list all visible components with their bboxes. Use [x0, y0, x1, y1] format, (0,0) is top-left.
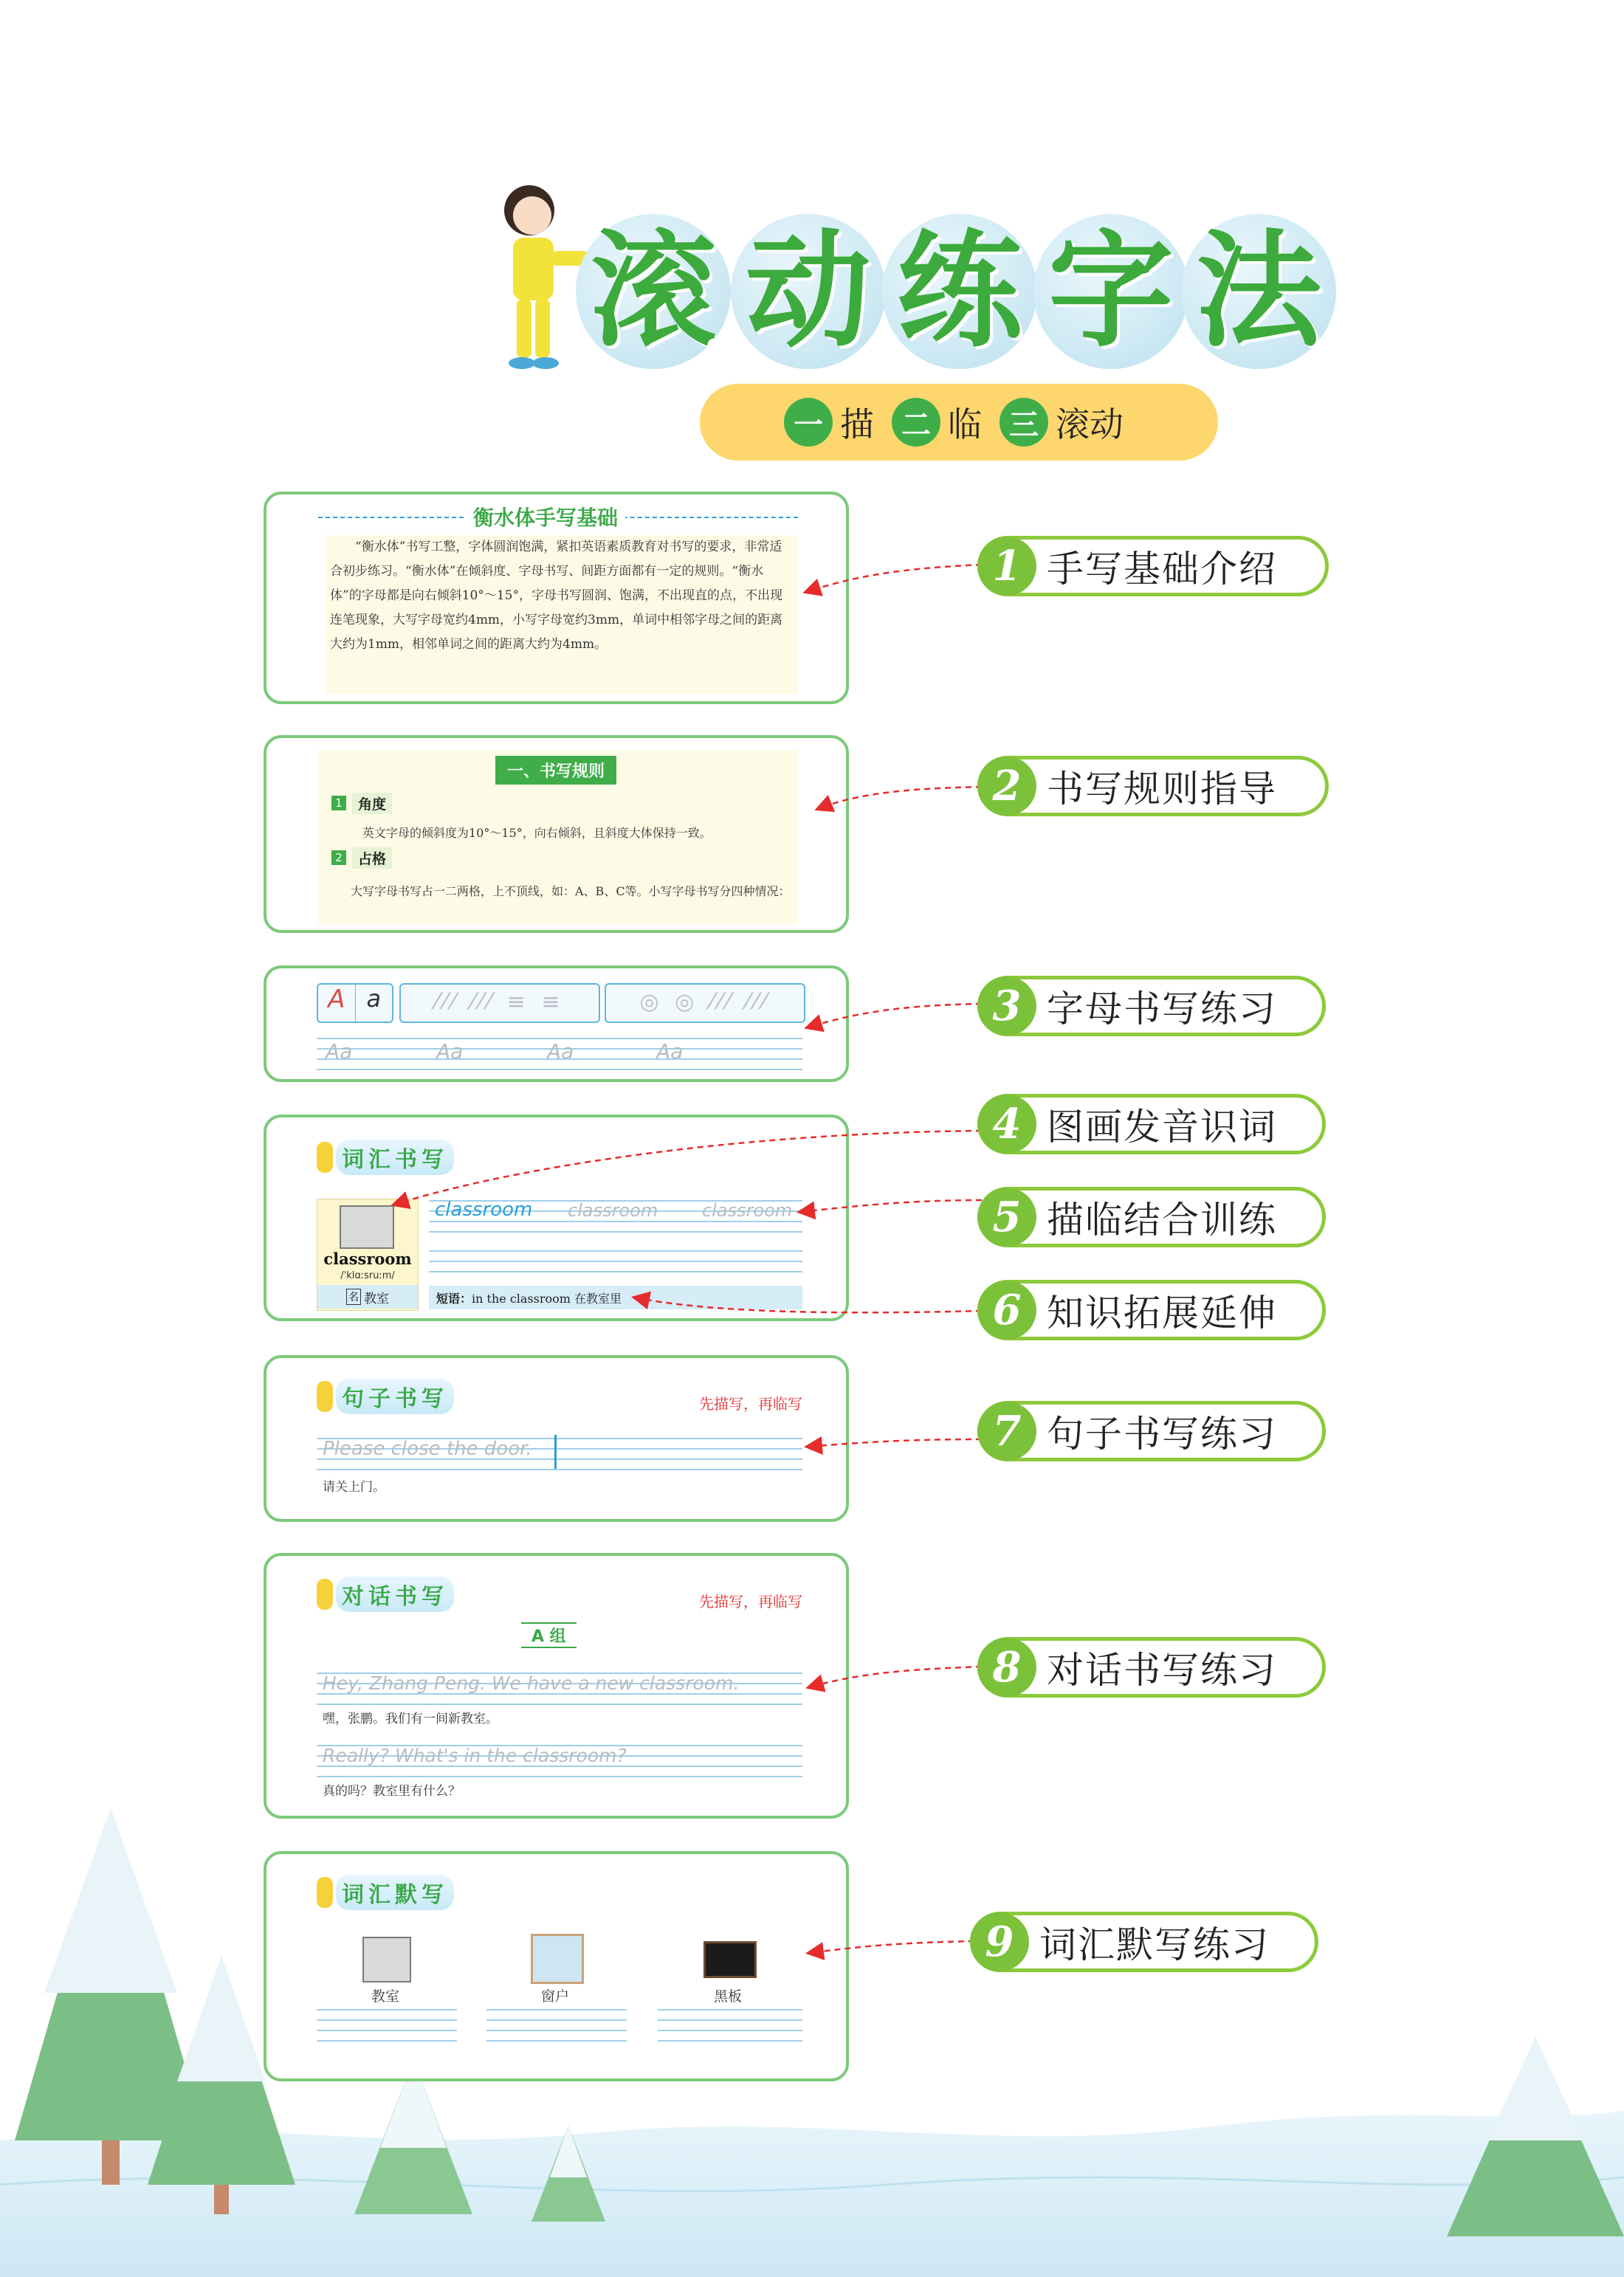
- letter-upper: A: [318, 985, 356, 1022]
- trace-sentence: Please close the door.: [323, 1438, 532, 1460]
- step-label: 描: [840, 404, 874, 444]
- callout-1: [977, 536, 1329, 596]
- dialogue-translation: 真的吗？教室里有什么？: [323, 1784, 461, 1799]
- arrow-6: [635, 1298, 982, 1312]
- arrow-5: [800, 1200, 982, 1212]
- practice-letters: Aa: [436, 1039, 464, 1064]
- callout-number: 3: [977, 976, 1036, 1036]
- callout-label: 手写基础介绍: [1047, 548, 1277, 590]
- section-badge-text: 对话书写: [336, 1577, 454, 1612]
- rule-title: 角度: [352, 793, 392, 814]
- phrase-label: 短语：: [436, 1291, 472, 1306]
- arrow-7: [808, 1439, 982, 1447]
- section-badge-text: 句子书写: [336, 1379, 454, 1414]
- trace-word-grey: classroom: [568, 1200, 658, 1221]
- instruction-note: 先描写，再临写: [699, 1593, 802, 1611]
- panel1-body: “衡水体”书写工整，字体圆润饱满，紧扣英语素质教育对书写的要求，非常适合初步练习。“衡水体”在倾斜度、字母书写、间距方面都有一定的规则。“衡水体”的字母都是向右倾斜10°～15°，字母书写圆润、饱满，不出现直的点，不出现连笔现象，大写字母宽约4mm，小写字母宽约3mm，单词中相邻字母之间的距离大约为1mm，相邻单词之间的距离大约为4mm。: [326, 535, 798, 695]
- callout-3: [977, 976, 1326, 1036]
- word-text: classroom: [323, 1250, 412, 1268]
- callout-label: 知识拓展延伸: [1047, 1292, 1277, 1334]
- section-badge-text: 词汇书写: [336, 1140, 454, 1175]
- callout-4: [977, 1094, 1326, 1154]
- callout-7: [977, 1401, 1326, 1461]
- trace-word-grey: classroom: [702, 1200, 793, 1221]
- title-char: 练: [882, 214, 1037, 369]
- instruction-note: 先描写，再临写: [699, 1395, 802, 1413]
- arrow-1: [806, 565, 982, 592]
- rule-title: 占格: [352, 847, 392, 869]
- callout-label: 字母书写练习: [1047, 988, 1277, 1030]
- callout-number: 4: [977, 1095, 1036, 1154]
- callout-label: 书写规则指导: [1047, 768, 1277, 810]
- callout-9: [970, 1912, 1318, 1972]
- curve-practice-box: ◎ ◎ ⁄⁄⁄ ⁄⁄⁄: [605, 983, 805, 1023]
- step-number: 三: [999, 398, 1048, 447]
- practice-letters: Aa: [656, 1039, 684, 1064]
- sentence-translation: 请关上门。: [323, 1480, 385, 1495]
- callout-8: [977, 1637, 1326, 1698]
- arrow-4: [394, 1131, 982, 1205]
- rule-text: 英文字母的倾斜度为10°～15°，向右倾斜，且斜度大体保持一致。: [362, 826, 712, 840]
- callout-number: 6: [977, 1281, 1036, 1340]
- dialogue-translation: 嘿，张鹏。我们有一间新教室。: [323, 1712, 498, 1726]
- section-badge-text: 词汇默写: [336, 1875, 454, 1910]
- trace-dialogue-line: Really? What's in the classroom?: [323, 1745, 627, 1766]
- title-char: 字: [1033, 214, 1188, 369]
- callout-5: [977, 1187, 1326, 1247]
- practice-letters: Aa: [547, 1039, 574, 1064]
- callout-label: 句子书写练习: [1047, 1413, 1277, 1456]
- arrow-3: [808, 1004, 982, 1027]
- callout-6: [977, 1280, 1326, 1340]
- step-number: 一: [784, 398, 833, 447]
- word-phonetic: /ˈklɑːsruːm/: [340, 1270, 395, 1281]
- title-char: 法: [1181, 214, 1336, 369]
- dictation-word: 窗户: [541, 1988, 570, 2005]
- step-label: 临: [948, 404, 982, 444]
- rule-text: 大写字母书写占一二两格，上不顶线，如：A、B、C等。小写字母书写分四种情况：: [351, 884, 791, 898]
- callout-number: 5: [977, 1188, 1036, 1247]
- arrow-9: [809, 1941, 974, 1953]
- callout-label: 词汇默写练习: [1039, 1923, 1270, 1966]
- rule-number: 2: [331, 850, 346, 865]
- title-char: 动: [731, 214, 886, 369]
- callout-number: 1: [977, 537, 1036, 596]
- phrase-text: in the classroom 在教室里: [472, 1291, 622, 1306]
- callout-number: 2: [977, 757, 1036, 816]
- step-label: 滚动: [1056, 404, 1124, 444]
- word-meaning: 教室: [364, 1291, 389, 1306]
- callout-label: 描临结合训练: [1047, 1199, 1277, 1241]
- panel2-heading: 一、书写规则: [495, 756, 616, 785]
- dictation-word: 教室: [371, 1988, 400, 2005]
- callout-label: 图画发音识词: [1047, 1106, 1277, 1148]
- rule-number: 1: [331, 796, 346, 810]
- panel1-heading: 衡水体手写基础: [466, 502, 625, 531]
- callout-label: 对话书写练习: [1047, 1649, 1277, 1692]
- title-char: 滚: [576, 214, 731, 369]
- step-number: 二: [892, 398, 940, 447]
- arrow-2: [818, 787, 982, 809]
- callout-number: 9: [970, 1912, 1029, 1971]
- group-label: A 组: [521, 1622, 577, 1648]
- callout-2: [977, 756, 1329, 816]
- trace-dialogue-line: Hey, Zhang Peng. We have a new classroom.: [323, 1673, 740, 1694]
- dictation-word: 黑板: [714, 1988, 743, 2005]
- letter-lower: a: [366, 985, 382, 1013]
- trace-word-blue: classroom: [435, 1199, 533, 1221]
- stroke-practice-box: ⁄⁄⁄ ⁄⁄⁄ ≡ ≡: [399, 983, 600, 1023]
- practice-letters: Aa: [326, 1039, 353, 1064]
- callout-number: 8: [977, 1638, 1036, 1697]
- arrow-8: [809, 1667, 982, 1687]
- pos-tag: 名: [346, 1289, 361, 1305]
- callout-number: 7: [977, 1402, 1036, 1461]
